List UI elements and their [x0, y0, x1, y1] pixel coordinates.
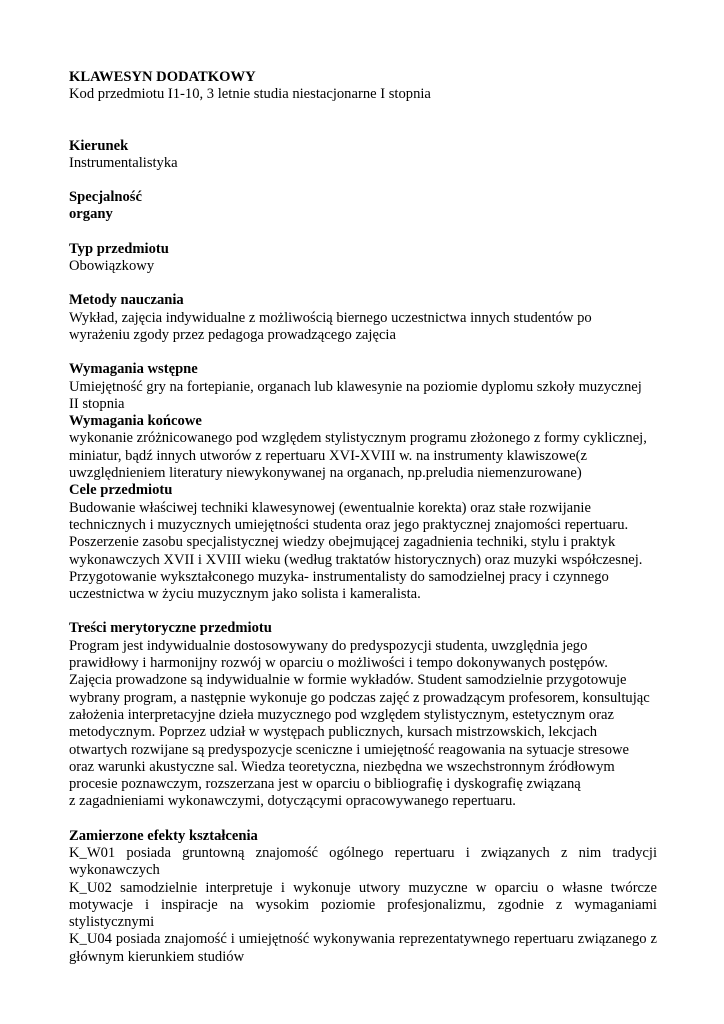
tresci-line: założenia interpretacyjne dzieła muzycznego pod względem stylistycznym, estetycznym oraz [69, 706, 615, 723]
kierunek-heading: Kierunek [69, 137, 129, 154]
efekty-item: K_U04 posiada znajomość i umiejętność wykonywania reprezentatywnego repertuaru związanego z głównym kierunkiem studiów [69, 931, 657, 965]
wymagania-koncowe-line: uwzględnieniem literatury niewykonywanej na organach, np.preludia niemenzurowane) [69, 465, 582, 482]
cele-line: wykonawczych XVII i XVIII wieku (według traktatów historycznych) oraz muzyki współczesnej. [69, 551, 643, 568]
wymagania-koncowe-heading: Wymagania końcowe [69, 413, 202, 430]
wymagania-wstepne-line: Umiejętność gry na fortepianie, organach lub klawesynie na poziomie dyplomu szkoły muzycznej [69, 378, 642, 395]
wymagania-wstepne-heading: Wymagania wstępne [69, 361, 198, 378]
tresci-line: Program jest indywidualnie dostosowywany do predyspozycji studenta, uwzględnia jego [69, 637, 588, 654]
metody-line: Wykład, zajęcia indywidualne z możliwością biernego uczestnictwa innych studentów po [69, 309, 592, 326]
tresci-line: procesie poznawczym, rozszerzana jest w oparciu o bibliografię i dyskografię związaną [69, 776, 581, 793]
typ-value: Obowiązkowy [69, 258, 155, 275]
wymagania-wstepne-line: II stopnia [69, 395, 125, 412]
efekty-heading: Zamierzone efekty kształcenia [69, 827, 258, 844]
metody-line: wyrażeniu zgody przez pedagoga prowadzącego zajęcia [69, 326, 396, 343]
tresci-line: wybrany program, a następnie wykonuje go podczas zajęć z prowadzącym profesorem, konsultując [69, 689, 650, 706]
cele-line: Przygotowanie wykształconego muzyka- instrumentalisty do samodzielnej pracy i czynnego [69, 568, 609, 585]
cele-line: Budowanie właściwej techniki klawesynowej (ewentualnie korekta) oraz stałe rozwijanie [69, 499, 591, 516]
specjalnosc-value: organy [69, 206, 113, 223]
wymagania-koncowe-line: miniatur, bądź innych utworów z repertuaru XVI-XVIII w. na instrumenty klawiszowe(z [69, 447, 587, 464]
document-title: KLAWESYN DODATKOWY [69, 69, 256, 85]
cele-line: technicznych i muzycznych umiejętności studenta oraz jego praktycznej znajomości repertuaru. [69, 516, 629, 533]
tresci-line: Zajęcia prowadzone są indywidualnie w formie wykładów. Student samodzielnie przygotowuje [69, 672, 627, 689]
tresci-line: otwartych rozwijane są predyspozycje sceniczne i umiejętność reagowania na sytuacje stresowe [69, 741, 630, 758]
typ-heading: Typ przedmiotu [69, 240, 169, 257]
efekty-item: K_U02 samodzielnie interpretuje i wykonuje utwory muzyczne w oparciu o własne twórcze motywacje i inspiracje na wysokim poziomie profesjonalizmu, zgodnie z wymaganiami stylistycznymi [69, 879, 657, 931]
metody-heading: Metody nauczania [69, 292, 184, 309]
tresci-line: oraz warunki akustyczne sal. Wiedza teoretyczna, niezbędna we wszechstronnym źródłowym [69, 758, 615, 775]
kierunek-value: Instrumentalistyka [69, 154, 178, 171]
cele-heading: Cele przedmiotu [69, 482, 173, 499]
document-subtitle: Kod przedmiotu I1-10, 3 letnie studia niestacjonarne I stopnia [69, 86, 431, 103]
cele-line: uczestnictwa w życiu muzycznym jako solista i kameralista. [69, 586, 421, 603]
document-content [69, 69, 657, 966]
tresci-heading: Treści merytoryczne przedmiotu [69, 620, 272, 637]
efekty-item: K_W01 posiada gruntowną znajomość ogólnego repertuaru i związanych z nim tradycji wykonawczych [69, 844, 657, 879]
wymagania-koncowe-line: wykonanie zróżnicowanego pod względem stylistycznym programu złożonego z formy cyklicznej, [69, 430, 647, 447]
tresci-line: z zagadnieniami wykonawczymi, dotyczącymi opracowywanego repertuaru. [69, 793, 516, 810]
cele-line: Poszerzenie zasobu specjalistycznej wiedzy obejmującej zagadnienia techniki, stylu i praktyk [69, 534, 616, 551]
tresci-line: prawidłowy i harmonijny rozwój w oparciu o możliwości i tempo dokonywanych postępów. [69, 655, 608, 672]
tresci-line: metodycznym. Poprzez udział w występach publicznych, kursach mistrzowskich, lekcjach [69, 724, 598, 741]
specjalnosc-heading: Specjalność [69, 189, 142, 206]
